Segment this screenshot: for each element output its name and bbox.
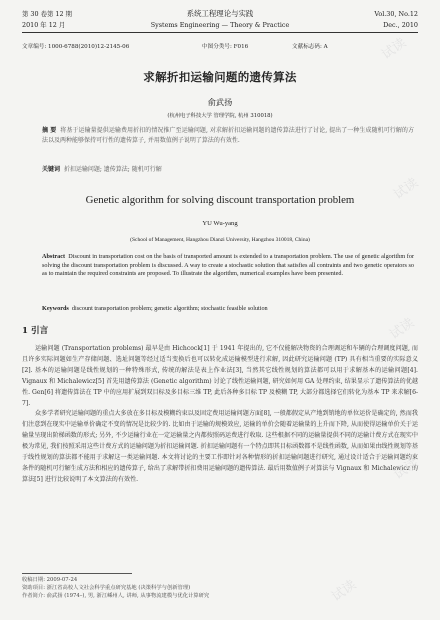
watermark: 试读 [391, 175, 422, 203]
paragraph: 众多学者研究运输问题的重点大多放在多目标及模糊约束以及固定费用运输问题方面[8], 一般都假定从产地到销地的单位运价是确定的, 然而我们注意到在现实中运输单价确定不变的情况是比较少的. 比如由于运输的规模效应, 运输的单价会随着运输量的上升而下降, 从而使得运输单价关于运输量呈现出阶梯函数的形式; 另外, 不少运输行业在一定运输量之内都按照码运费进行收取. 这些根据不同的运输量提供不同的运输计费方式在现实中极为常见, 我们按照采用这些计费方式的运输问题为折扣运输问题. 折扣运输问题有一个特点即其目标函数都不是线性函数, 从而如果由线性规划等基于线性规划的算法都不能用于求解这一类运输问题. 本文将讨论的主要工作即针对各种情形的折扣运输问题进行研究, 通过设计适合于运输问题约束条件的随机可行解生成方法和相应的遗传算子, 给出了求解带折扣费用运输问题的遗传算法. 最后用数值例子对算法与 Vignaux 和 Michalewicz 的算法[5] 进行比较说明了本文算法的有效性. [22, 410, 418, 483]
keywords-en-text: discount transportation problem; genetic algorithm; stochastic feasible solution [71, 305, 268, 312]
abstract-zh-label: 摘 要 [42, 127, 57, 134]
volume-issue-en: Vol.30, No.12 [374, 10, 418, 18]
abstract-en-text: Discount in transportation cost on the basis of transported amount is extended to a transportation problem. The use of genetic algorithm for solving the discount transportation problem is discussed. A way to create a stochastic solution that satisfies all contraints and two genetic operators so as to maintain the required constraints are proposed. To illustrate the algorithm, numerical examples have been presented. [42, 253, 415, 278]
watermark: 试读 [379, 35, 410, 63]
introduction-body [22, 344, 418, 486]
watermark: 试读 [329, 577, 360, 605]
footnote-rule [22, 573, 132, 574]
author-zh: 俞武扬 [207, 97, 233, 107]
title-en: Genetic algorithm for solving discount transportation problem [85, 194, 355, 206]
footnotes [22, 576, 418, 600]
document-code: 文献标志码: A [292, 44, 328, 50]
keywords-zh [42, 164, 414, 173]
abstract-en [42, 253, 414, 279]
abstract-zh [42, 126, 414, 146]
clc-number: 中图分类号: F016 [202, 44, 249, 50]
affiliation-en: (School of Management, Hangzhou Dianzi University, Hangzhou 310018, China) [130, 237, 310, 243]
keywords-zh-text: 折扣运输问题; 遗传算法; 随机可行解 [63, 166, 162, 173]
journal-name-en: Systems Engineering — Theory & Practice [150, 21, 290, 29]
keywords-en [42, 305, 414, 312]
funding-note: 资助项目: 浙江省高校人文社会科学重点研究基地 (决策科学与创新管理) [22, 585, 191, 591]
keywords-zh-label: 关键词 [42, 166, 61, 173]
abstract-en-label: Abstract [42, 253, 66, 260]
watermark: 试读 [387, 315, 418, 343]
affiliation-zh: (杭州电子科技大学 管理学院, 杭州 310018) [167, 113, 273, 119]
author-en: YU Wu-yang [202, 220, 238, 227]
title-zh: 求解折扣运输问题的遗传算法 [143, 70, 297, 84]
paragraph: 运输问题 (Transportation problems) 最早是由 Hichcock[1] 于 1941 年提出的, 它不仅能解决物资的合理调运和车辆的合理调度问题, 而且许多实际问题如生产存储问题、选址问题等经过适当变换后也可以转化成运输模型进行求解, 因此研究运输问题 (TP) 具有相当重要的实际意义[2]. 基本的运输问题是线性规划的一种特殊形式, 传统的解法是表上作业法[3], 当然其它线性规划的算法都可以用于求解基本的运输问题[4]. Vignaux 和 Michalewicz[5] 首先用遗传算法 (Genetic algorithm) 讨论了线性运输问题, 研究如何用 GA 处理约束, 结果显示了遗传算法的优越性. Gen[6] 将遗传算法在 TP 中的应用扩展到双目标及多目标三维 TP, 此后各种多目标 TP 及模糊 TP, 大部分都选择它们转化为基本 TP 来求解[6-7]. [22, 345, 418, 407]
received-date: 收稿日期: 2009-07-24 [22, 577, 78, 583]
date-zh: 2010 年 12 月 [22, 21, 66, 29]
abstract-zh-text: 将基于运输量提供运输费用折扣的情况推广至运输问题, 对求解折扣运输问题的遗传算法进行了讨论, 提出了一种生成随机可行解的方法以及两种能够保持可行性的遗传算子, 并用数值例子说明了算法的有效性. [42, 127, 414, 145]
journal-name-zh: 系统工程理论与实践 [186, 9, 254, 18]
header-rule [22, 32, 418, 33]
volume-issue-zh: 第 30 卷第 12 期 [22, 10, 72, 18]
article-id: 文章编号: 1000-6788(2010)12-2145-06 [22, 44, 130, 50]
section-heading-introduction: 1 引言 [22, 326, 49, 336]
keywords-en-label: Keywords [42, 305, 69, 312]
date-en: Dec., 2010 [383, 21, 418, 29]
watermark: 试读 [391, 455, 422, 483]
author-bio: 作者简介: 俞武扬 (1974–), 男, 浙江嵊州人, 讲师, 从事物流建模与优化计算研究 [22, 593, 210, 599]
